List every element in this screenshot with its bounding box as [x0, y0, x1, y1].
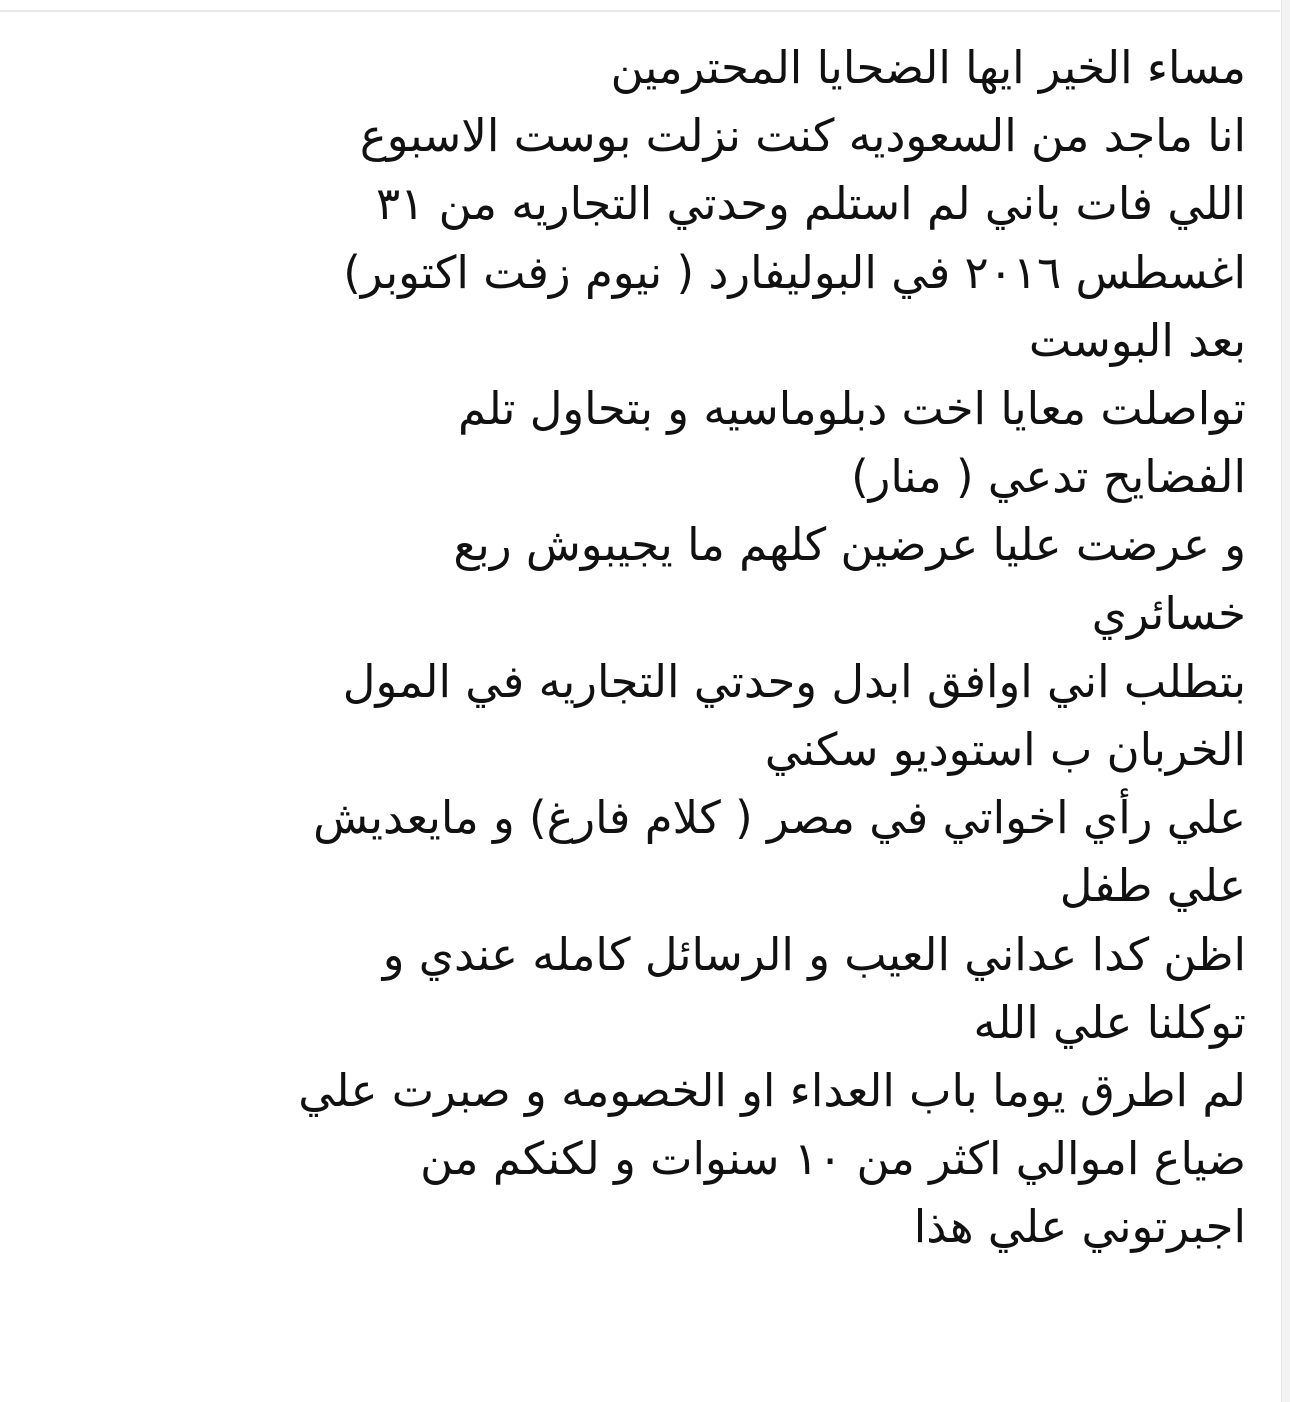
post-line: ضياع اموالي اكثر من ١٠ سنوات و لكنكم من — [420, 1132, 1246, 1186]
post-line: الفضايح تدعي ( منار) — [851, 450, 1246, 504]
post-line: الخربان ب استوديو سكني — [764, 723, 1246, 777]
post-line: خسائري — [1091, 586, 1246, 640]
top-divider — [0, 0, 1280, 12]
post-text — [26, 34, 1246, 1262]
post-line: بتطلب اني اوافق ابدل وحدتي التجاريه في المول — [342, 654, 1246, 708]
post-line: لم اطرق يوما باب العداء او الخصومه و صبرت علي — [298, 1064, 1246, 1118]
post-line: اجبرتوني علي هذا — [913, 1200, 1246, 1254]
post-line: علي طفل — [1059, 859, 1246, 913]
post-line: علي رأي اخواتي في مصر ( كلام فارغ) و مايعديش — [313, 791, 1246, 845]
post-line: توكلنا علي الله — [973, 995, 1246, 1049]
post-line: و عرضت عليا عرضين كلهم ما يجيبوش ربع — [453, 518, 1246, 572]
post-line: انا ماجد من السعوديه كنت نزلت بوست الاسبوع — [359, 109, 1246, 163]
post-line: اغسطس ٢٠١٦ في البوليفارد ( نيوم زفت اكتوبر) — [343, 245, 1246, 299]
post-line: اللي فات باني لم استلم وحدتي التجاريه من ٣١ — [375, 177, 1246, 231]
post-line: مساء الخير ايها الضحايا المحترمين — [610, 41, 1246, 94]
post-line: بعد البوست — [1028, 313, 1246, 367]
right-scroll-edge — [1281, 0, 1290, 1402]
post-line: تواصلت معايا اخت دبلوماسيه و بتحاول تلم — [458, 382, 1246, 436]
post-line: اظن كدا عداني العيب و الرسائل كامله عندي و — [382, 927, 1246, 981]
